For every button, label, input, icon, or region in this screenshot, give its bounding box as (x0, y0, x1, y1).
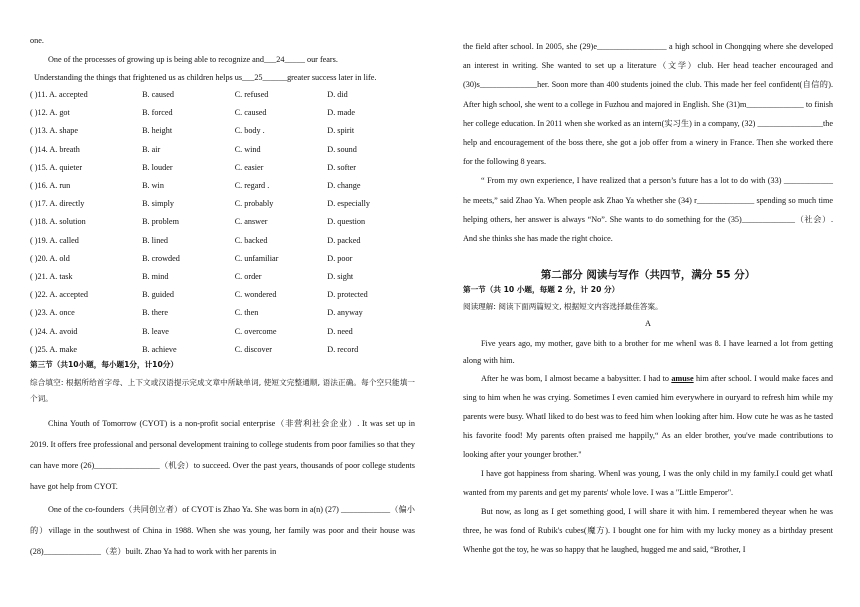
option-number: ( )14. A. breath (30, 144, 80, 154)
option-number: ( )22. A. accepted (30, 290, 88, 300)
option-row (30, 159, 415, 177)
option-choice: D. packed (327, 235, 361, 245)
paragraph-25: Understanding the things that frightened us as children helps us___25______greater success later in life. (34, 73, 377, 82)
option-number: ( )23. A. once (30, 308, 75, 318)
option-choice: B. forced (142, 108, 173, 118)
option-row (30, 141, 415, 159)
option-row (30, 195, 415, 213)
cyot-paragraph-3: the field after school. In 2005, she (29)e_________________ a high school in Chongqing where she developed an interest in writing. She wanted to set up a literature（文学）club. Her head teacher encouraged and (30)s______________her. Soon more than 400 students joined the club. This made her feel confident(自信的). After high school, she went to a college in Fuzhou and majored in English. She (31)m______________ to finish her college education. In 2011 when she worked as an intern(实习生) in a company, (32) ________________the help and encouragement of the boss there, she got a job offer from a winery in France. Then she worked there for the following 8 years. (463, 42, 833, 167)
option-row (30, 341, 415, 359)
option-number: ( )18. A. solution (30, 217, 86, 227)
option-choice: D. especially (327, 199, 371, 209)
option-number: ( )17. A. directly (30, 199, 85, 209)
option-choice: D. softer (327, 162, 356, 172)
options-list (30, 86, 415, 359)
option-row (30, 86, 415, 104)
option-choice: B. there (142, 308, 169, 318)
option-choice: B. mind (142, 271, 169, 281)
option-choice: B. height (142, 126, 173, 136)
option-choice: C. wondered (234, 290, 277, 300)
option-choice: C. body . (234, 126, 265, 136)
option-choice: B. achieve (142, 344, 177, 354)
option-choice: D. made (327, 108, 356, 118)
option-choice: C. unfamiliar (234, 253, 279, 263)
option-number: ( )25. A. make (30, 344, 78, 354)
option-choice: B. crowded (142, 253, 180, 263)
option-choice: D. did (327, 90, 348, 100)
option-choice: C. wind (234, 144, 261, 154)
cyot-paragraph-1: China Youth of Tomorrow (CYOT) is a non-profit social enterprise（非营利社会企业）. It was set up in 2019. It offers free professional and personal development training to college students from poor families so that they can have more (26)________________（机会）to succeed. Over the past years, thousands of poor college students have got help from CYOT. (30, 418, 416, 491)
section3-title: 第三节（共10小题，每小题1分，计10分） (30, 359, 178, 369)
option-row (30, 286, 415, 304)
option-choice: C. order (234, 271, 262, 281)
passage-a-paragraph-4: But now, as long as I get something good, I will share it with him. I remembered theyear when he was three, he was fond of Rubik's cubes(魔方). I bought one for him with my lucky money as a birthday present Whenhe got the toy, he was so happy that he laughed, hugged me and said, “Brother, I (463, 507, 833, 555)
option-choice: D. poor (327, 253, 353, 263)
right-column (463, 0, 833, 559)
option-choice: B. lined (142, 235, 169, 245)
option-choice: D. protected (327, 290, 368, 300)
option-choice: C. then (234, 308, 259, 318)
passage-label: A (645, 319, 651, 329)
section1-instructions: 阅读理解: 阅读下面两篇短文, 根据短文内容选择最佳答案。 (463, 302, 663, 312)
option-number: ( )12. A. got (30, 108, 70, 118)
option-choice: D. change (327, 181, 361, 191)
option-number: ( )13. A. shape (30, 126, 78, 136)
option-choice: C. answer (234, 217, 268, 227)
amuse-pre: After he was bom, I almost became a babysitter. I had to (481, 374, 672, 384)
section1-title: 第一节（共 10 小题，每题 2 分，计 20 分） (463, 285, 620, 295)
passage-a-paragraph-3: I have got happiness from sharing. WhenI was young, I was the only child in my family.I could get whatI wanted from my parents and get my parents' whole love. I was a "Little Emperor". (463, 469, 833, 498)
option-number: ( )19. A. called (30, 235, 79, 245)
option-choice: C. refused (234, 90, 269, 100)
option-number: ( )15. A. quieter (30, 162, 83, 172)
option-row (30, 232, 415, 250)
option-number: ( )16. A. run (30, 181, 71, 191)
amuse-post: him after school. I would make faces and sing to him when he was crying. Sometimes I even camied him everywhere in ouryard to refresh him while my parents were busy. WhatI liked to do best was to feed him when looking after him. How cute he was as he tasted his favorite food! My parents often praised me happily,“ As an elder brother, you've made contributions to looking after your younger brother." (463, 374, 834, 460)
option-choice: C. regard . (234, 181, 270, 191)
option-number: ( )24. A. avoid (30, 326, 78, 336)
section3-instructions: 综合填空: 根据所给首字母、上下文或汉语提示完成文章中所缺单词, 使短文完整通顺, 语法正确。每个空只能填一个词。 (30, 377, 415, 403)
option-choice: D. sound (327, 144, 357, 154)
option-choice: C. caused (234, 108, 267, 118)
cyot-paragraph-4: “ From my own experience, I have realized that a person’s future has a lot to do with (33) ____________ he meets,” said Zhao Ya. When people ask Zhao Ya whether she (34) r______________ spending so much time helping others, her answer is always “No”. She wants to do something for the (35)_____________（社会）. And she thinks she has made the right choice. (463, 176, 833, 244)
passage-a-paragraph-1: Five years ago, my mother, gave bith to a brother for me whenI was 8. I have learned a lot from getting along with him. (463, 339, 833, 366)
option-choice: D. record (327, 344, 359, 354)
option-row (30, 213, 415, 231)
option-row (30, 322, 415, 340)
option-row (30, 122, 415, 140)
paragraph-24: One of the processes of growing up is being able to recognize and___24_____ our fears. (48, 55, 338, 64)
option-choice: B. air (142, 144, 161, 154)
option-number: ( )20. A. old (30, 253, 70, 263)
option-choice: C. backed (234, 235, 268, 245)
option-row (30, 250, 415, 268)
option-choice: B. guided (142, 290, 174, 300)
option-choice: C. easier (234, 162, 264, 172)
option-choice: D. sight (327, 271, 354, 281)
option-number: ( )21. A. task (30, 271, 73, 281)
option-choice: B. simply (142, 199, 174, 209)
option-choice: C. discover (234, 344, 272, 354)
left-column (30, 0, 415, 562)
part2-title: 第二部分 阅读与写作（共四节，满分 55 分） (540, 269, 756, 282)
option-choice: D. anyway (327, 308, 363, 318)
option-choice: B. win (142, 181, 164, 191)
option-row (30, 177, 415, 195)
option-choice: B. louder (142, 162, 173, 172)
option-choice: D. need (327, 326, 353, 336)
option-row (30, 104, 415, 122)
amuse-keyword: amuse (671, 374, 694, 384)
passage-a-paragraph-2 (463, 369, 833, 464)
option-choice: B. leave (142, 326, 169, 336)
option-choice: C. overcome (234, 326, 277, 336)
option-choice: C. probably (234, 199, 274, 209)
option-row (30, 268, 415, 286)
option-number: ( )11. A. accepted (30, 90, 88, 100)
option-choice: D. question (327, 217, 366, 227)
option-choice: B. caused (142, 90, 174, 100)
option-choice: B. problem (142, 217, 179, 227)
top-line: one. (30, 36, 44, 45)
cyot-paragraph-2: One of the co-founders（共同创立者）of CYOT is Zhao Ya. She was born in a(n) (27) ____________（偏小的）village in the southwest of China in 1988. When she was young, her family was poor and their house was (28)______________（差）built. Zhao Ya had to work with her parents in (30, 504, 415, 556)
option-row (30, 304, 415, 322)
option-choice: D. spirit (327, 126, 355, 136)
